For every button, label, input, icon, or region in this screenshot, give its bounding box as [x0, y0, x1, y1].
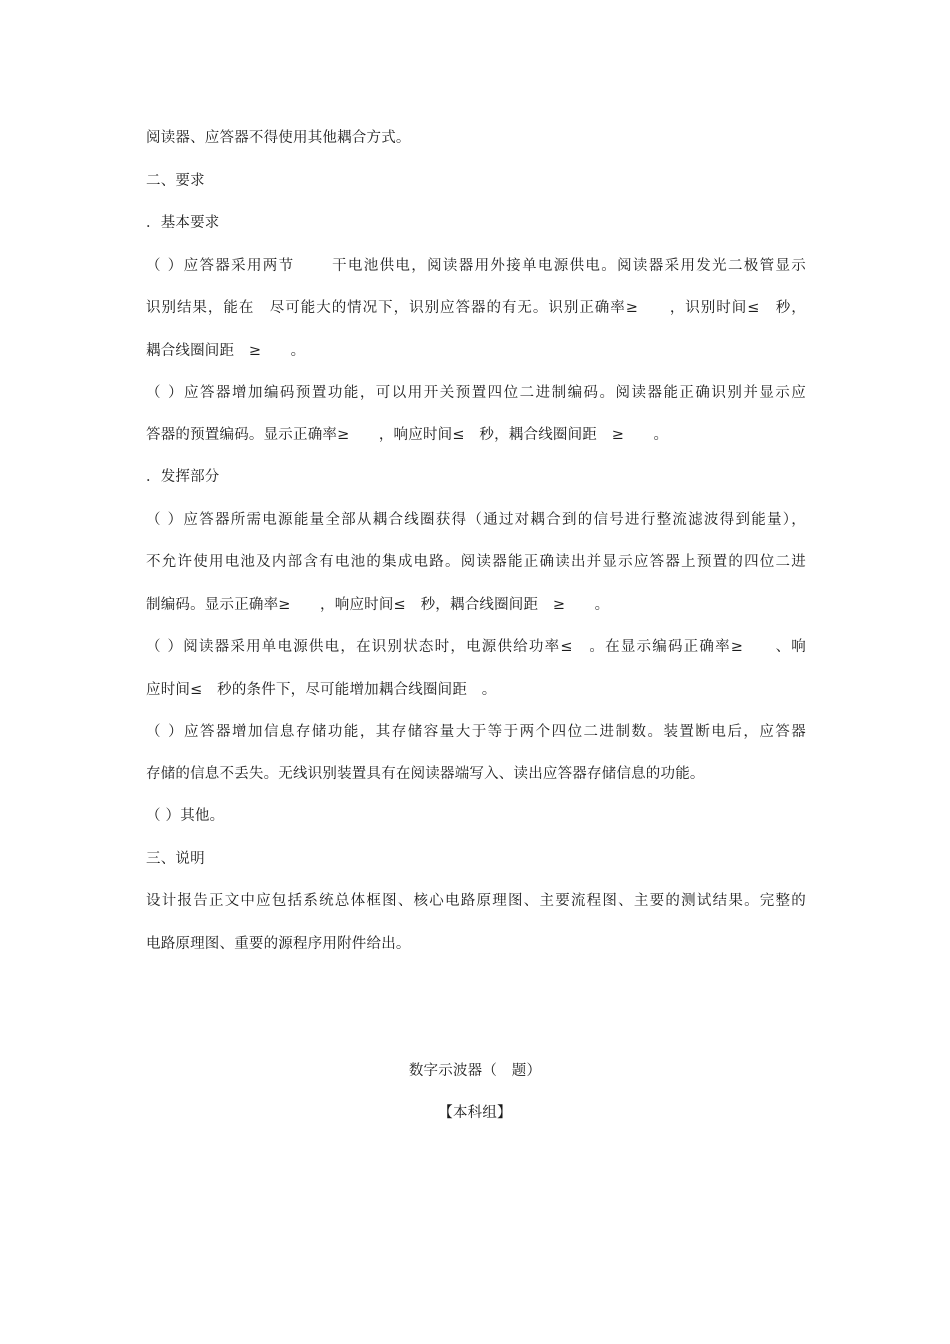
paragraph-line: 耦合线圈间距 ≥ 。 — [146, 343, 306, 359]
paragraph-line: 阅读器、应答器不得使用其他耦合方式。 — [146, 130, 411, 146]
paragraph-line: 应时间≤ 秒的条件下，尽可能增加耦合线圈间距 。 — [146, 682, 497, 698]
paragraph-line: （ ）其他。 — [146, 808, 225, 824]
paragraph-line: 识别结果，能在 尽可能大的情况下，识别应答器的有无。识别正确率≥ ，识别时间≤ 秒， — [146, 300, 806, 316]
paragraph-line: 电路原理图、重要的源程序用附件给出。 — [146, 936, 411, 952]
subsection-heading-extended: ．发挥部分 — [146, 469, 220, 485]
paragraph-line: （ ）阅读器采用单电源供电，在识别状态时，电源供给功率≤ 。在显示编码正确率≥ 、响 — [146, 639, 806, 655]
section-heading-notes: 三、说明 — [146, 851, 205, 867]
paragraph-line: （ ）应答器所需电源能量全部从耦合线圈获得（通过对耦合到的信号进行整流滤波得到能量）， — [146, 512, 806, 528]
paragraph-line: （ ）应答器增加编码预置功能，可以用开关预置四位二进制编码。阅读器能正确识别并显示应 — [146, 385, 806, 401]
paragraph-line: 制编码。显示正确率≥ ，响应时间≤ 秒，耦合线圈间距 ≥ 。 — [146, 597, 610, 613]
problem-category: 【本科组】 — [438, 1105, 512, 1121]
problem-title: 数字示波器（ 题） — [408, 1063, 542, 1079]
paragraph-line: 答器的预置编码。显示正确率≥ ，响应时间≤ 秒，耦合线圈间距 ≥ 。 — [146, 427, 669, 443]
subsection-heading-basic: ．基本要求 — [146, 215, 220, 231]
section-heading-requirements: 二、要求 — [146, 173, 205, 189]
paragraph-line: （ ）应答器增加信息存储功能，其存储容量大于等于两个四位二进制数。装置断电后，应答器 — [146, 724, 806, 740]
paragraph-line: （ ）应答器采用两节 干电池供电，阅读器用外接单电源供电。阅读器采用发光二极管显示 — [146, 258, 806, 274]
paragraph-line: 不允许使用电池及内部含有电池的集成电路。阅读器能正确读出并显示应答器上预置的四位二进 — [146, 554, 806, 570]
paragraph-line: 设计报告正文中应包括系统总体框图、核心电路原理图、主要流程图、主要的测试结果。完整的 — [146, 893, 806, 909]
paragraph-line: 存储的信息不丢失。无线识别装置具有在阅读器端写入、读出应答器存储信息的功能。 — [146, 766, 705, 782]
